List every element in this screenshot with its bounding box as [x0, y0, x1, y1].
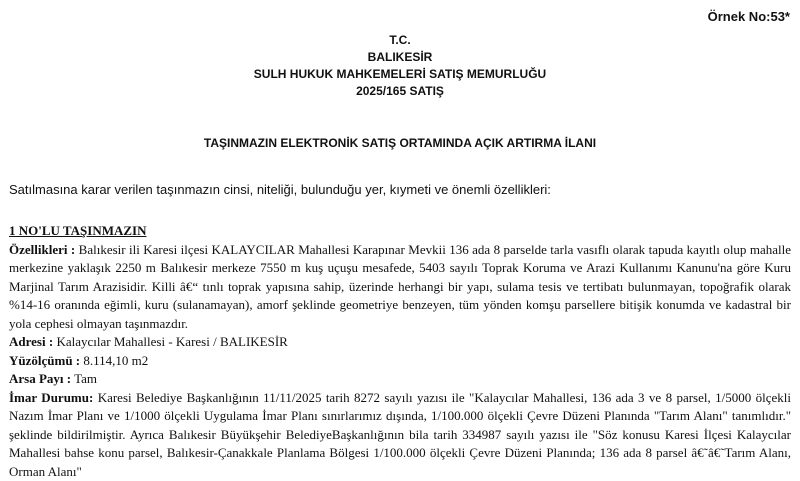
- yuzolcumu-label: Yüzölçümü :: [9, 353, 80, 368]
- ozellikleri-paragraph: [9, 241, 791, 334]
- header-city: BALIKESİR: [0, 49, 800, 66]
- arsa-payi-label: Arsa Payı :: [9, 371, 71, 386]
- adresi-paragraph: [9, 333, 791, 352]
- announcement-title: TAŞINMAZIN ELEKTRONİK SATIŞ ORTAMINDA AÇIK ARTIRMA İLANI: [0, 136, 800, 150]
- yuzolcumu-paragraph: [9, 352, 791, 371]
- intro-text: Satılmasına karar verilen taşınmazın cinsi, niteliği, bulunduğu yer, kıymeti ve önemli özellikleri:: [9, 182, 551, 197]
- adresi-text: Kalaycılar Mahallesi - Karesi / BALIKESİR: [53, 334, 288, 349]
- imar-text: Karesi Belediye Başkanlığının 11/11/2025 tarih 8272 sayılı yazısı ile "Kalaycılar Mahallesi, 136 ada 3 ve 8 parsel, 1/5000 ölçekli Nazım İmar Planı ve 1/1000 ölçekli Uygulama İmar Planı sınırlarımız dışında, 1/100.000 ölçekli Çevre Düzeni Planında "Tarım Alanı" tanımlıdır." şeklinde bildirilmiştir. Ayrıca Balıkesir Büyükşehir BelediyeBaşkanlığının bila tarih 334987 sayılı yazısı ile "Söz konusu Karesi İlçesi Kalaycılar Mahallesi bahse konu parsel, Balıkesir-Çanakkale Planlama Bölgesi 1/100.000 ölçekli Çevre Düzeni Planında; 136 ada 8 parsel â€˜â€˜Tarım Alanı, Orman Alanı": [9, 390, 791, 479]
- sample-number: Örnek No:53*: [708, 9, 790, 24]
- ozellikleri-label: Özellikleri :: [9, 242, 75, 257]
- yuzolcumu-text: 8.114,10 m2: [80, 353, 148, 368]
- header-file-number: 2025/165 SATIŞ: [0, 83, 800, 100]
- ozellikleri-text: Balıkesir ili Karesi ilçesi KALAYCILAR Mahallesi Karapınar Mevkii 136 ada 8 parselde tarla vasıflı olarak tapuda kayıtlı olup mahalle merkezine yaklaşık 2250 m Balıkesir merkeze 7550 m kuş uçuşu mesafede, 5403 sayılı Toprak Koruma ve Arazi Kullanımı Kanunu'na göre Kuru Marjinal Tarım Arazisidir. Killi â€“ tınlı toprak yapısına sahip, üzerinde herhangi bir yapı, sulama tesis ve tertibatı bulunmayan, topoğrafik olarak %14-16 oranında eğimli, kuru (sulanamayan), amorf şeklinde geometriye benzeyen, tüm yönden komşu parsellere bitişik konumda ve kadastral bir yola cephesi olmayan taşınmazdır.: [9, 242, 791, 331]
- arsa-payi-text: Tam: [71, 371, 97, 386]
- section-title: 1 NO'LU TAŞINMAZIN: [9, 223, 146, 238]
- property-section: [9, 222, 791, 481]
- header-office: SULH HUKUK MAHKEMELERİ SATIŞ MEMURLUĞU: [0, 66, 800, 83]
- arsa-payi-paragraph: [9, 370, 791, 389]
- adresi-label: Adresi :: [9, 334, 53, 349]
- document-header: [0, 32, 800, 100]
- header-tc: T.C.: [0, 32, 800, 49]
- imar-paragraph: [9, 389, 791, 481]
- imar-label: İmar Durumu:: [9, 390, 93, 405]
